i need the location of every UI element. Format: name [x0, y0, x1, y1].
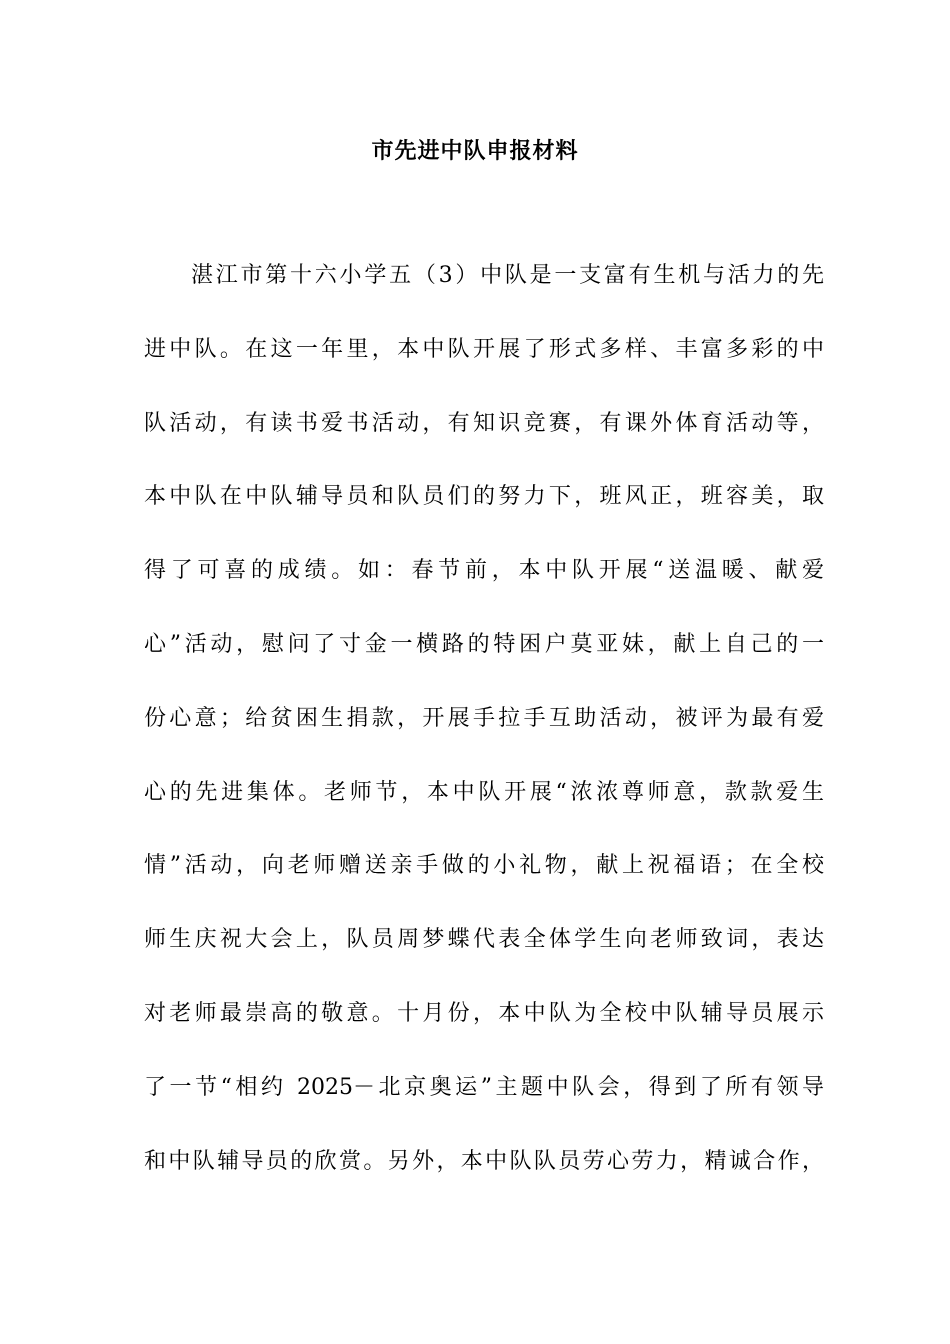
- paragraph-line: 情”活动，向老师赠送亲手做的小礼物，献上祝福语；在全校: [144, 853, 824, 879]
- paragraph-line: 和中队辅导员的欣赏。另外，本中队队员劳心劳力，精诚合作，: [144, 1148, 824, 1174]
- paragraph-line: 了一节“相约 2025－北京奥运”主题中队会，得到了所有领导: [144, 1074, 824, 1100]
- paragraph-line: 心”活动，慰问了寸金一横路的特困户莫亚妹，献上自己的一: [144, 631, 824, 657]
- document-title: 市先进中队申报材料: [371, 139, 579, 164]
- paragraph-line: 队活动，有读书爱书活动，有知识竞赛，有课外体育活动等，: [144, 410, 824, 436]
- paragraph-line: 得了可喜的成绩。如：春节前，本中队开展“送温暖、献爱: [144, 558, 824, 584]
- paragraph-line: 进中队。在这一年里，本中队开展了形式多样、丰富多彩的中: [144, 336, 824, 362]
- paragraph-line: 对老师最崇高的敬意。十月份，本中队为全校中队辅导员展示: [144, 1000, 824, 1026]
- paragraph-line: 湛江市第十六小学五（3）中队是一支富有生机与活力的先: [191, 263, 824, 288]
- paragraph-line: 本中队在中队辅导员和队员们的努力下，班风正，班容美，取: [144, 484, 824, 510]
- document-body: [144, 258, 824, 1217]
- paragraph-line: 师生庆祝大会上，队员周梦蝶代表全体学生向老师致词，表达: [144, 927, 824, 953]
- paragraph-line: 心的先进集体。老师节，本中队开展“浓浓尊师意，款款爱生: [144, 779, 824, 805]
- paragraph-line: 份心意；给贫困生捐款，开展手拉手互助活动，被评为最有爱: [144, 705, 824, 731]
